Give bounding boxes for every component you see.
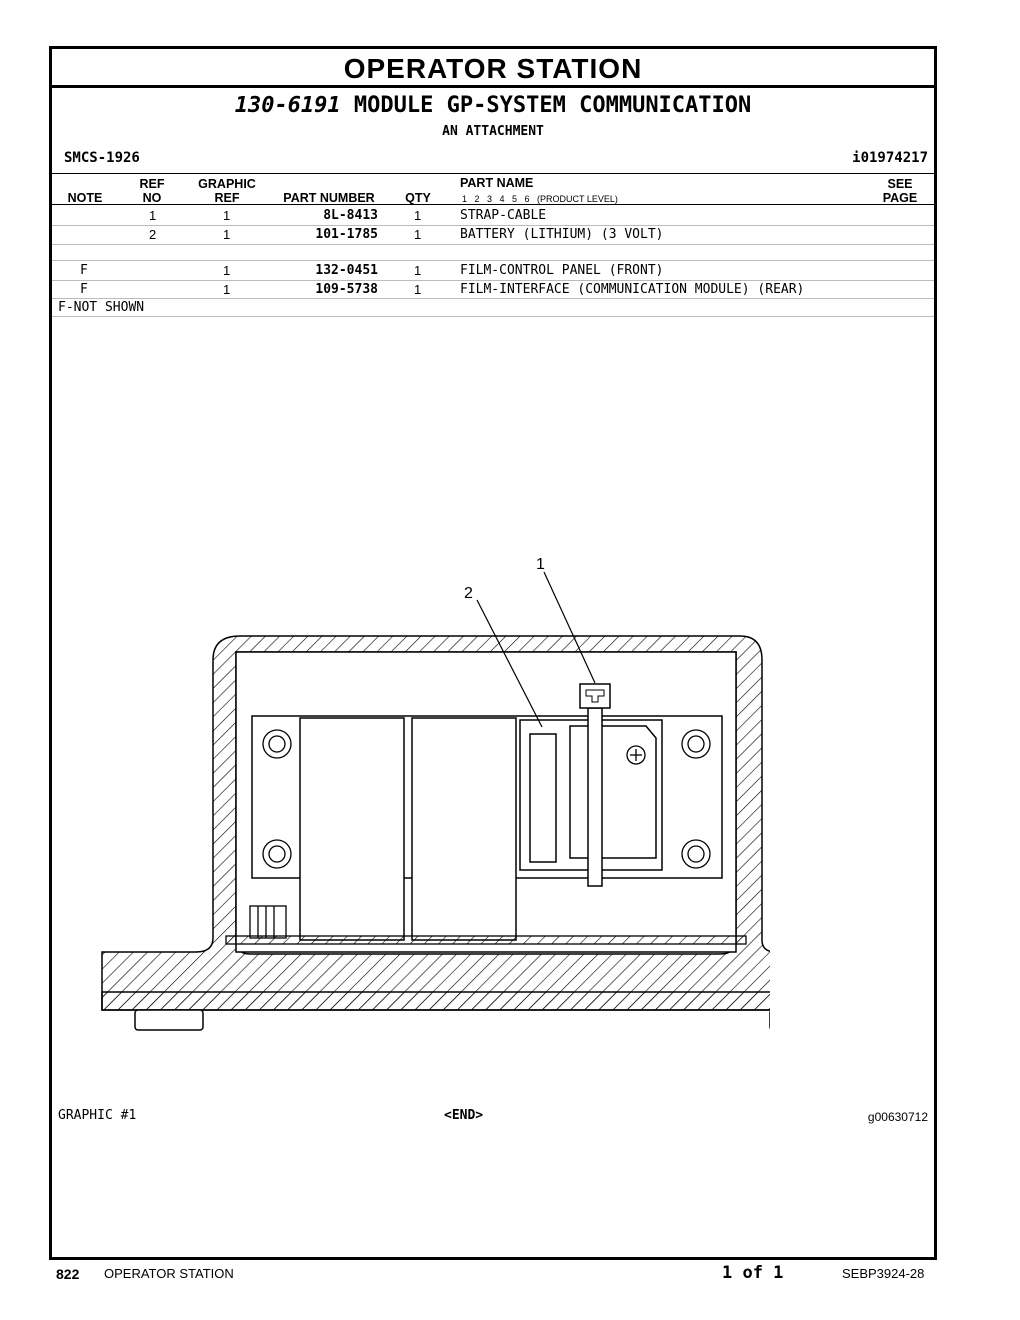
header-bottom-rule <box>52 204 934 205</box>
strap-cable <box>588 708 602 886</box>
pagination: 1 of 1 <box>722 1263 784 1283</box>
graphic-label: GRAPHIC #1 <box>58 1108 137 1123</box>
part-heading <box>52 93 934 118</box>
col-note: NOTE <box>67 191 103 205</box>
rail <box>226 936 746 944</box>
page-title: OPERATOR STATION <box>52 49 934 88</box>
col-part-number: PART NUMBER <box>283 191 375 205</box>
callout-2: 2 <box>464 585 473 602</box>
col-qty: QTY <box>405 191 431 205</box>
smcs-code: SMCS-1926 <box>64 150 140 166</box>
module-cross-section-drawing <box>50 540 770 1040</box>
callout-1: 1 <box>536 556 545 573</box>
document-id: SEBP3924-28 <box>842 1266 925 1281</box>
document-identifier: i01974217 <box>852 150 928 166</box>
left-foot <box>135 1010 203 1030</box>
heading-part-description: MODULE GP-SYSTEM COMMUNICATION <box>353 93 752 118</box>
page-frame: OPERATOR STATION 130-6191 MODULE GP-SYSTEM COMMUNICATION AN ATTACHMENT SMCS-1926 i01974217 NOTE REF NO GRAPHIC REF PART NUMBER QTY PART NAME 1 2 3 4 5 6 (PRODUCT LEVEL) SEE PAGE 1 1 8L-8413 1 STRAP-CABLE 2 1 101-1785 1 BATTERY (LITHIUM) (3 VOLT) F 1 132-0451 1 FILM-CONTROL PANEL (FRONT) F 1 109-5738 1 FILM-INTERFACE (COMMUNICATION MODULE) (REAR) F-NOT SHOWN GRAPHIC #1 <END> g00630712 <box>49 46 937 1260</box>
heading-part-number: 130-6191 <box>234 93 341 118</box>
col-product-levels: 1 2 3 4 5 6 (PRODUCT LEVEL) <box>462 194 618 204</box>
col-graphic-ref: GRAPHIC REF <box>198 177 256 205</box>
end-marker: <END> <box>444 1108 484 1123</box>
graphic-id: g00630712 <box>867 1110 928 1124</box>
connector <box>250 906 286 938</box>
page-number: 822 <box>56 1266 80 1282</box>
footer-section: OPERATOR STATION <box>104 1266 234 1281</box>
module-block-center <box>412 718 516 940</box>
col-part-name: PART NAME <box>460 176 534 190</box>
table-top-rule <box>52 173 934 174</box>
battery <box>530 734 556 862</box>
footnote: F-NOT SHOWN <box>58 300 145 315</box>
attachment-label: AN ATTACHMENT <box>442 124 544 139</box>
col-ref-no: REF NO <box>139 177 165 205</box>
col-see-page: SEE PAGE <box>882 177 918 205</box>
module-block-left <box>300 718 404 940</box>
